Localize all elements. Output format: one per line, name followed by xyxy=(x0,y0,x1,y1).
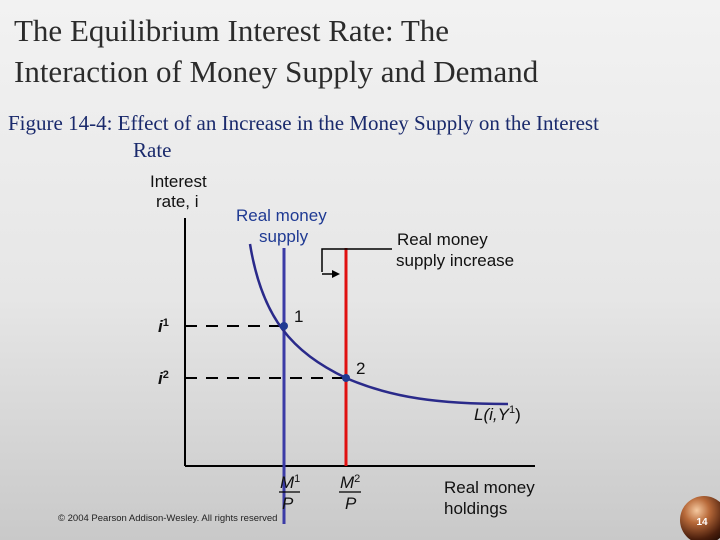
i2-label-sup: 2 xyxy=(162,369,169,381)
supply-increase-arrow-leader xyxy=(322,249,392,272)
figure-caption-text: Effect of an Increase in the Money Supply on the Interest xyxy=(117,111,599,135)
m2-sup: 2 xyxy=(354,473,361,485)
real-money-supply-label-line1: Real money xyxy=(236,206,327,225)
m2-base: M xyxy=(340,473,355,492)
supply-increase-arrowhead xyxy=(332,270,340,278)
equilibrium-point-2 xyxy=(342,374,350,382)
m1-sup: 1 xyxy=(294,473,301,485)
supply-increase-label-line2: supply increase xyxy=(396,251,515,270)
x-axis-label-line2: holdings xyxy=(444,499,508,518)
money-demand-label-suffix: ) xyxy=(515,405,521,424)
money-demand-label-sup: 1 xyxy=(508,404,516,416)
slide-title-line1: The Equilibrium Interest Rate: The xyxy=(14,13,450,48)
m2-numerator xyxy=(340,473,360,492)
i1-label-base: i xyxy=(158,317,163,336)
m2-denominator: P xyxy=(345,494,357,513)
money-demand-label-y: Y xyxy=(497,405,509,424)
equilibrium-point-2-label: 2 xyxy=(356,359,366,378)
y-axis-label-line1: Interest xyxy=(150,172,207,191)
copyright-notice: © 2004 Pearson Addison-Wesley. All rights reserved xyxy=(58,513,278,524)
x-axis-label-line1: Real money xyxy=(444,478,535,497)
m1-numerator xyxy=(280,473,300,492)
page-number: 14 xyxy=(696,517,708,528)
i1-label xyxy=(158,317,169,336)
figure-caption-text-line2: Rate xyxy=(133,138,172,162)
figure-number: Figure 14-4: xyxy=(8,111,113,135)
equilibrium-point-1 xyxy=(280,322,288,330)
y-axis-label-line2: rate, i xyxy=(156,192,199,211)
slide-title-line2: Interaction of Money Supply and Demand xyxy=(14,54,539,89)
i2-label-base: i xyxy=(158,369,163,388)
equilibrium-point-1-label: 1 xyxy=(294,307,304,326)
m1-base: M xyxy=(280,473,295,492)
i1-label-sup: 1 xyxy=(162,317,169,329)
money-demand-label-prefix: L(i, xyxy=(474,405,498,424)
supply-increase-label-line1: Real money xyxy=(397,230,488,249)
m1-denominator: P xyxy=(282,494,294,513)
money-demand-label xyxy=(474,404,521,424)
real-money-supply-label-line2: supply xyxy=(259,227,309,246)
i2-label xyxy=(158,369,169,388)
